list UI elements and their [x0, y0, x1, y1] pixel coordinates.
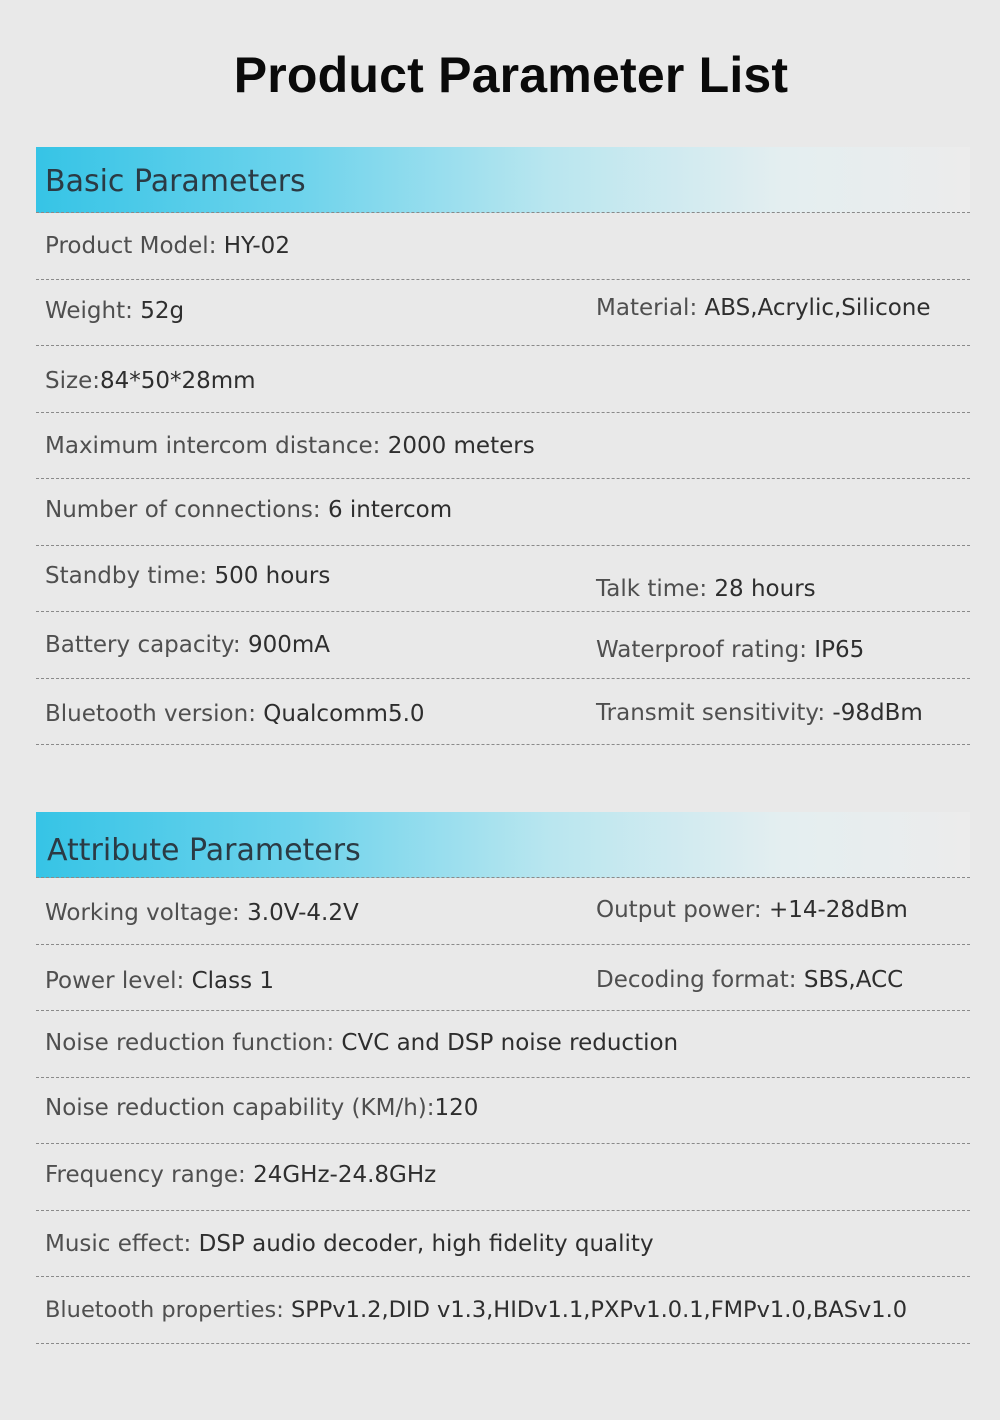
param-waterproof-rating	[596, 637, 864, 663]
param-row-intercom-distance	[36, 413, 970, 480]
param-value: HY-02	[223, 233, 290, 259]
param-row-voltage-power	[36, 878, 970, 945]
param-size	[45, 368, 256, 394]
param-value: 3.0V-4.2V	[247, 900, 359, 926]
param-label: Standby time:	[45, 562, 215, 589]
param-value: 500 hours	[214, 562, 331, 589]
basic-parameters-section	[36, 147, 970, 745]
param-value: IP65	[814, 637, 865, 663]
param-row-music-effect	[36, 1211, 970, 1278]
param-row-size	[36, 346, 970, 413]
param-label: Music effect:	[45, 1230, 199, 1257]
param-battery-capacity	[45, 632, 330, 658]
param-label: Waterproof rating:	[596, 637, 815, 663]
param-row-battery-waterproof	[36, 612, 970, 679]
param-transmit-sensitivity	[596, 700, 923, 726]
param-value: Qualcomm5.0	[263, 700, 425, 727]
param-row-noise-capability	[36, 1078, 970, 1145]
param-value: 84*50*28mm	[99, 368, 256, 394]
param-row-standby-talk	[36, 546, 970, 613]
param-label: Transmit sensitivity:	[596, 699, 833, 726]
param-label: Power level:	[45, 967, 192, 994]
param-value: SBS,ACC	[803, 966, 904, 993]
param-power-level	[45, 968, 274, 994]
param-label: Frequency range:	[45, 1162, 254, 1188]
param-label: Product Model:	[45, 233, 224, 259]
param-label: Noise reduction function:	[45, 1030, 342, 1056]
param-value: 2000 meters	[387, 432, 535, 459]
param-value: ABS,Acrylic,Silicone	[704, 294, 931, 321]
param-label: Battery capacity:	[45, 632, 248, 658]
param-value: SPPv1.2,DID v1.3,HIDv1.1,PXPv1.0.1,FMPv1.0,BASv1.0	[290, 1297, 908, 1323]
param-value: +14-28dBm	[768, 897, 908, 923]
param-row-bluetooth-properties	[36, 1277, 970, 1344]
param-value: 900mA	[247, 632, 330, 658]
param-label: Size:	[45, 368, 100, 394]
param-value: 52g	[140, 297, 185, 324]
section-heading: Basic Parameters	[45, 164, 306, 199]
param-material	[596, 295, 931, 321]
attribute-parameters-section	[36, 812, 970, 1344]
param-label: Decoding format:	[596, 966, 804, 993]
param-value: Class 1	[191, 967, 275, 994]
param-frequency-range	[45, 1162, 436, 1188]
param-bluetooth-version	[45, 701, 425, 727]
param-value: 28 hours	[714, 575, 816, 602]
param-label: Number of connections:	[45, 497, 328, 523]
param-row-connections	[36, 479, 970, 546]
section-heading: Attribute Parameters	[47, 833, 361, 868]
param-label: Noise reduction capability (KM/h):	[45, 1094, 435, 1121]
param-label: Weight:	[45, 297, 141, 324]
param-intercom-distance	[45, 433, 535, 459]
attribute-parameters-header	[36, 812, 970, 878]
page-title: Product Parameter List	[233, 47, 789, 103]
basic-parameters-header	[36, 147, 970, 213]
param-label: Output power:	[596, 897, 769, 923]
param-label: Bluetooth properties:	[45, 1297, 291, 1323]
param-value: CVC and DSP noise reduction	[341, 1030, 679, 1056]
param-row-noise-function	[36, 1011, 970, 1078]
param-label: Material:	[596, 294, 705, 321]
param-talk-time	[596, 576, 816, 602]
param-value: 6 intercom	[327, 497, 453, 523]
param-value: -98dBm	[832, 699, 923, 726]
param-value: 120	[434, 1094, 479, 1121]
param-label: Bluetooth version:	[45, 700, 264, 727]
param-row-frequency	[36, 1144, 970, 1211]
param-product-model	[45, 233, 290, 259]
param-label: Talk time:	[596, 575, 715, 602]
param-noise-reduction-function	[45, 1030, 678, 1056]
param-value: DSP audio decoder, high fidelity quality	[198, 1230, 654, 1257]
param-bluetooth-properties	[45, 1297, 907, 1323]
param-connections	[45, 497, 452, 523]
param-row-bluetooth-sensitivity	[36, 679, 970, 746]
param-label: Working voltage:	[45, 900, 248, 926]
param-standby-time	[45, 563, 330, 589]
param-row-weight-material	[36, 280, 970, 347]
param-decoding-format	[596, 967, 903, 993]
param-label: Maximum intercom distance:	[45, 432, 388, 459]
param-noise-reduction-capability	[45, 1095, 478, 1121]
param-row-product-model	[36, 213, 970, 280]
param-working-voltage	[45, 900, 359, 926]
param-row-level-decoding	[36, 945, 970, 1012]
param-value: 24GHz-24.8GHz	[253, 1162, 437, 1188]
param-music-effect	[45, 1231, 654, 1257]
param-output-power	[596, 897, 908, 923]
param-weight	[45, 298, 184, 324]
